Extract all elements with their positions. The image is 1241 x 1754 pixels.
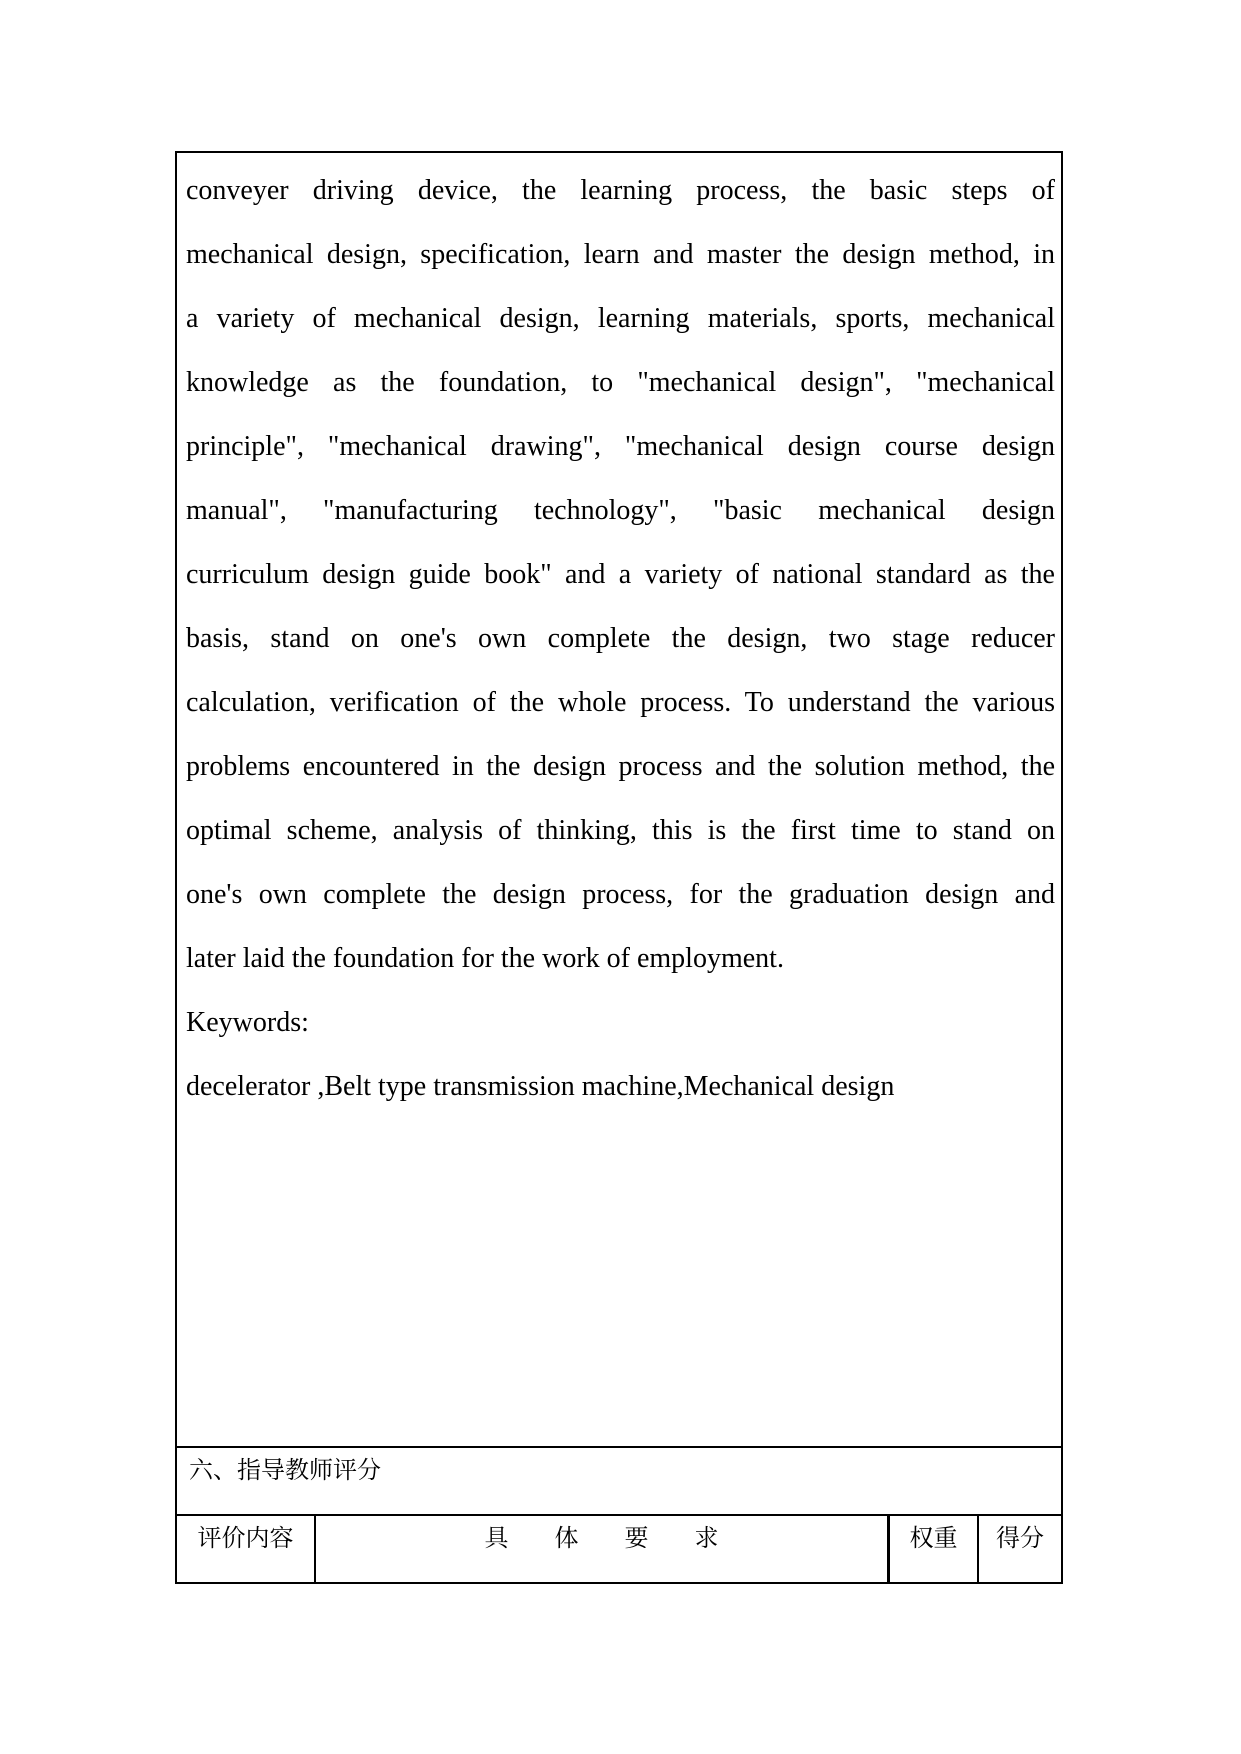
content-table [175,151,1063,1584]
score-table-header-row [177,1514,1061,1582]
header-cell-weight: 权重 [887,1516,977,1582]
abstract-line: calculation, verification of the whole process. To understand the various [186,687,1055,718]
abstract-line: problems encountered in the design process and the solution method, the [186,751,1055,782]
keywords-text: decelerator ,Belt type transmission machine,Mechanical design [186,1071,895,1102]
abstract-line: a variety of mechanical design, learning materials, sports, mechanical [186,303,1055,334]
abstract-line: optimal scheme, analysis of thinking, this is the first time to stand on [186,815,1055,846]
abstract-line: curriculum design guide book" and a variety of national standard as the [186,559,1055,590]
section-title-row [177,1446,1061,1514]
abstract-line: conveyer driving device, the learning process, the basic steps of [186,175,1055,206]
abstract-line: manual", "manufacturing technology", "basic mechanical design [186,495,1055,526]
abstract-line: knowledge as the foundation, to "mechanical design", "mechanical [186,367,1055,398]
abstract-line: basis, stand on one's own complete the design, two stage reducer [186,623,1055,654]
abstract-line: mechanical design, specification, learn and master the design method, in [186,239,1055,270]
section-title: 六、指导教师评分 [189,1458,381,1484]
abstract-last-line: later laid the foundation for the work of employment. [186,943,784,974]
header-cell-evaluation-content: 评价内容 [197,1526,294,1552]
abstract-line: principle", "mechanical drawing", "mechanical design course design [186,431,1055,462]
keywords-label: Keywords: [186,1007,309,1038]
abstract-cell [177,153,1061,1446]
abstract-line: one's own complete the design process, for the graduation design and [186,879,1055,910]
header-cell-specific-requirements: 具 体 要 求 [314,1516,887,1582]
header-cell-score: 得分 [977,1516,1061,1582]
